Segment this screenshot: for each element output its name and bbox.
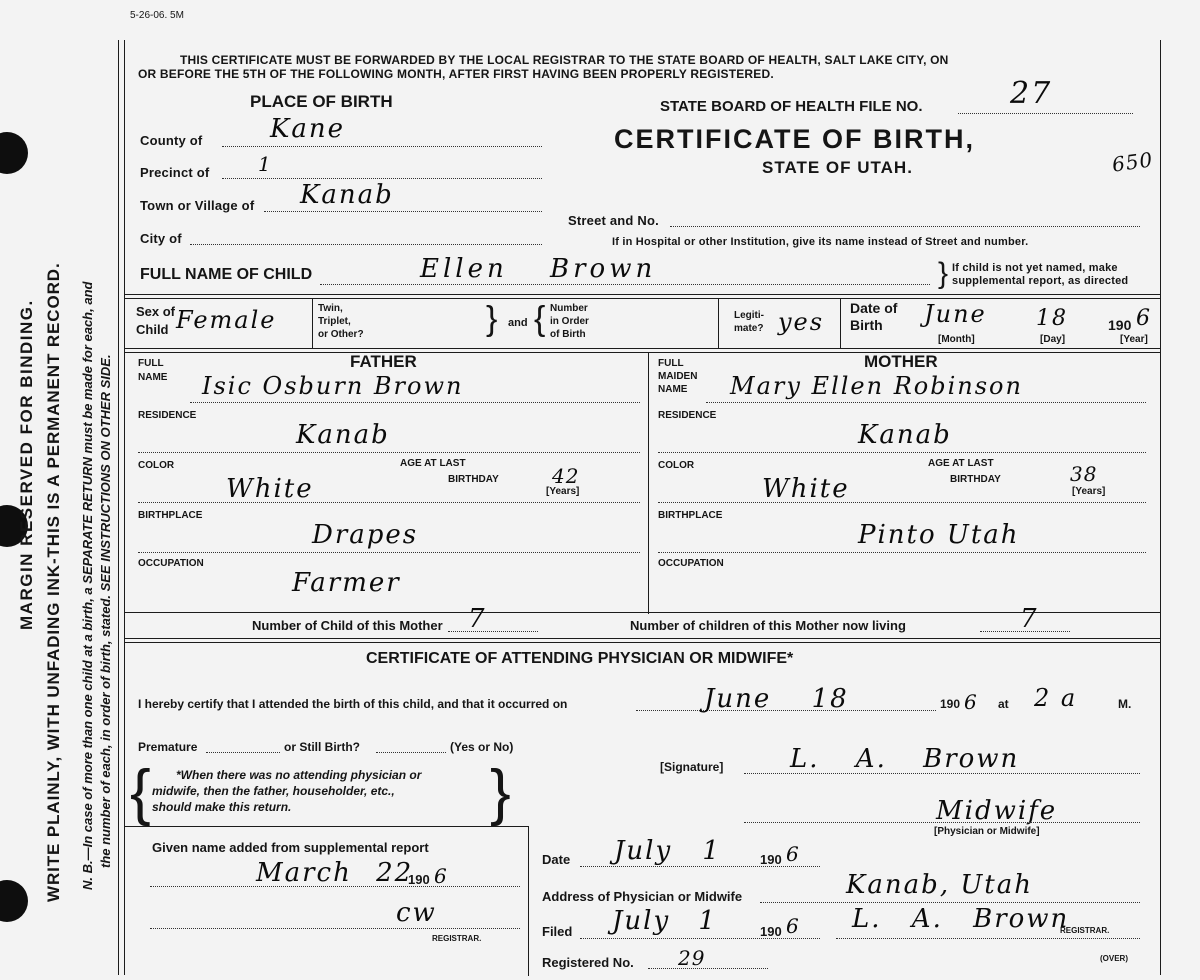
precinct-line: [222, 178, 542, 179]
right-border: [1160, 40, 1161, 975]
county-label: County of: [140, 133, 203, 148]
brace: }: [486, 300, 498, 338]
mother-age-label1: AGE AT LAST: [928, 458, 994, 469]
child-name-note1: If child is not yet named, make: [952, 262, 1118, 274]
over-label: (OVER): [1100, 954, 1128, 963]
town-label: Town or Village of: [140, 198, 255, 213]
file-no-label: STATE BOARD OF HEALTH FILE NO.: [660, 98, 923, 115]
order-label2: in Order: [550, 316, 589, 327]
birth-year-prefix: 190: [1108, 317, 1132, 333]
month-caption: Month: [941, 334, 972, 345]
registrar-signature: L. A. Brown: [852, 904, 1070, 934]
twin-label3: or Other?: [318, 329, 364, 340]
year-caption: Year: [1123, 334, 1145, 345]
mother-color-label: COLOR: [658, 460, 695, 471]
supplemental-initials: cw: [396, 898, 437, 928]
certify-text: I hereby certify that I attended the birth of this child, and that it occurred on: [138, 697, 568, 711]
brace: {: [130, 758, 151, 827]
file-no-line: [958, 113, 1133, 114]
children-living-value: 7: [1020, 604, 1039, 634]
day-caption: Day: [1043, 334, 1062, 345]
county-line: [222, 146, 542, 147]
father-color-value: White: [226, 474, 314, 504]
order-label1: Number: [550, 303, 588, 314]
father-residence-value: Kanab: [296, 420, 390, 450]
file-no-value: 27: [1010, 76, 1053, 111]
precinct-label: Precinct of: [140, 165, 210, 180]
supplemental-box-top: [124, 826, 528, 827]
divider: [124, 352, 1160, 353]
street-label: Street and No.: [568, 213, 659, 228]
filed-year-prefix: 190: [760, 924, 782, 939]
m-label: M.: [1118, 697, 1132, 711]
filed-label: Filed: [542, 924, 573, 939]
father-age-value: 42: [552, 464, 580, 488]
date-value: July 1: [614, 836, 721, 866]
father-full-label: FULL: [138, 358, 164, 369]
father-color-line: [138, 502, 640, 503]
occurred-year-prefix: 190: [940, 697, 961, 711]
premature-label: Premature: [138, 740, 198, 754]
child-name-value: Ellen Brown: [420, 254, 657, 284]
supplemental-date-line: [150, 886, 520, 887]
street-note: If in Hospital or other Institution, give its name instead of Street and number.: [612, 236, 1029, 248]
father-age-label2: BIRTHDAY: [448, 474, 499, 485]
address-value: Kanab, Utah: [846, 870, 1033, 900]
child-name-line: [320, 284, 930, 285]
certificate-title: CERTIFICATE OF BIRTH,: [614, 124, 975, 154]
supplemental-registrar-label: REGISTRAR.: [432, 934, 482, 943]
note-line3: should make this return.: [152, 800, 292, 814]
sex-value: Female: [176, 306, 277, 334]
role-caption: [Physician or Midwife]: [934, 826, 1040, 837]
mother-name-value: Mary Ellen Robinson: [730, 372, 1023, 400]
role-value: Midwife: [936, 796, 1058, 826]
father-heading: FATHER: [350, 352, 417, 371]
mother-full-label: FULL: [658, 358, 684, 369]
divider: [124, 298, 1160, 299]
occurred-value: June 18: [704, 684, 849, 714]
father-birthplace-value: Drapes: [312, 520, 419, 550]
mother-occupation-label: OCCUPATION: [658, 558, 724, 569]
sex-label1: Sex of: [136, 304, 176, 319]
still-birth-line: [376, 752, 446, 753]
mother-residence-value: Kanab: [858, 420, 952, 450]
date-label2: Birth: [850, 317, 883, 333]
and-label: and: [508, 317, 528, 329]
date-year-value: 6: [786, 842, 800, 866]
birth-year-value: 6: [1136, 306, 1152, 331]
physician-heading: CERTIFICATE OF ATTENDING PHYSICIAN OR MIDWIFE*: [366, 650, 794, 667]
child-number-value: 7: [468, 604, 487, 634]
father-occupation-label: OCCUPATION: [138, 558, 204, 569]
date-label1: Date of: [850, 300, 898, 316]
note-line1: *When there was no attending physician or: [176, 768, 422, 782]
at-label: at: [998, 697, 1009, 711]
child-number-line: [448, 631, 538, 632]
mother-heading: MOTHER: [864, 352, 938, 371]
divider: [124, 294, 1160, 295]
mother-years-caption: Years: [1075, 486, 1103, 497]
father-name-line: [190, 402, 640, 403]
father-occupation-value: Farmer: [292, 568, 401, 598]
children-living-label: Number of children of this Mother now living: [630, 618, 906, 633]
filed-line: [580, 938, 820, 939]
registered-label: Registered No.: [542, 955, 634, 970]
margin-binding-text: MARGIN RESERVED FOR BINDING.: [17, 299, 36, 630]
mother-age-value: 38: [1070, 462, 1098, 486]
registered-value: 29: [678, 946, 706, 970]
registrar-label: REGISTRAR.: [1060, 926, 1110, 935]
legit-value: yes: [778, 308, 825, 336]
mother-color-line: [658, 502, 1146, 503]
birth-certificate-page: MARGIN RESERVED FOR BINDING. WRITE PLAINLY, WITH UNFADING INK-THIS IS A PERMANENT RECORD. N. B.—In case of more than one child at a birth, a SEPARATE RETURN must be made for each, and the number of each, in order of birth, stated. SEE INSTRUCTIONS ON OTHER SIDE. 5-26-06. 5M THIS CERTIFICATE MUST BE FORWARDED BY THE LOCAL REGISTRAR TO THE STATE BOARD OF HEALTH, SALT LAKE CITY, ON OR BEFORE THE 5TH OF THE FOLLOWING MONTH, AFTER FIRST HAVING BEEN PROPERLY REGISTERED. PLACE OF BIRTH County of Kane Precinct of 1 Town or Village of Kanab City of STATE BOARD OF HEALTH FILE NO. 27 CERTIFICATE OF BIRTH, STATE OF UTAH. 650 Street and No. If in Hospital or other Institution, give its name instead of Street and number. FULL NAME OF CHILD Ellen Brown } If child is not yet named, make supplemental report, as directed Sex of Child Female Twin, Triplet, or Other? } and { Number in Order of Birth Legiti- mate? yes Date of Birth June 18 190 6 [Month] [Day] [Year] FATHER FULL NAME Isic Osburn Brown RESIDENCE Kanab COLOR AGE AT LAST BIRTHDAY White 42 [Years] BIRTHPLACE Drapes OCCUPATION Farmer MOTHER FULL MAIDEN NAME Mary Ellen Robinson RESIDENCE Kanab COLOR AGE AT LAST BIRTHDAY White 38 [Years] BIRTHPLACE Pinto Utah OCCUPATION Number of Child of this Mother 7 Number of children of this Mother now living 7 CERTIFICATE OF ATTENDING PHYSICIAN OR MIDWIFE* I hereby certify that I attended the birth of this child, and that it occurred on June 18 190 6 at 2 a M. Premature or Still Birth? (Yes or No) { *When there was no attending physician or midwife, then the father, householder, etc., should make this return. } [Signature] L. A. Brown Midwife [Physician or Midwife] Given name added from supplemental report March 22 190 6 cw REGISTRAR. Date July 1 190 6 Address of Physician or Midwife Kanab, Utah Filed July 1 190 6 L. A. Brown REGISTRAR. Registered No. 29 (OVER): [0, 0, 1200, 980]
child-name-note2: supplemental report, as directed: [952, 275, 1129, 287]
registered-line: [648, 968, 768, 969]
mother-age-label2: BIRTHDAY: [950, 474, 1001, 485]
premature-line: [206, 752, 280, 753]
order-label3: of Birth: [550, 329, 586, 340]
occurred-year-value: 6: [964, 690, 978, 714]
filed-year-value: 6: [786, 914, 800, 938]
father-residence-label: RESIDENCE: [138, 410, 197, 421]
supplemental-year-value: 6: [434, 864, 448, 888]
mother-residence-label: RESIDENCE: [658, 410, 717, 421]
address-label: Address of Physician or Midwife: [542, 889, 743, 904]
date-label: Date: [542, 852, 571, 867]
supplemental-year-prefix: 190: [408, 872, 430, 887]
town-line: [264, 211, 542, 212]
twin-label2: Triplet,: [318, 316, 351, 327]
state-name: STATE OF UTAH.: [762, 158, 913, 177]
birth-month-value: June: [924, 300, 987, 328]
form-code: 5-26-06. 5M: [130, 10, 184, 21]
child-number-label: Number of Child of this Mother: [252, 618, 443, 633]
mother-color-value: White: [762, 474, 850, 504]
margin-number: 650: [1110, 147, 1155, 177]
father-age-label1: AGE AT LAST: [400, 458, 466, 469]
twin-label1: Twin,: [318, 303, 343, 314]
signature-value: L. A. Brown: [790, 744, 1020, 774]
signature-label: [Signature]: [660, 760, 724, 774]
role-line: [744, 822, 1140, 823]
father-color-label: COLOR: [138, 460, 175, 471]
supplemental-date-value: March 22: [256, 858, 414, 888]
mother-name-label: NAME: [658, 384, 688, 395]
father-name-value: Isic Osburn Brown: [202, 372, 464, 400]
divider: [124, 638, 1160, 639]
yes-no-label: (Yes or No): [450, 740, 514, 754]
left-border: [118, 40, 119, 975]
city-label: City of: [140, 231, 182, 246]
top-notice-line1: THIS CERTIFICATE MUST BE FORWARDED BY THE LOCAL REGISTRAR TO THE STATE BOARD OF HEALTH, SALT LAKE CITY, ON: [180, 53, 949, 67]
brace: }: [938, 257, 949, 290]
margin-ink-text: WRITE PLAINLY, WITH UNFADING INK-THIS IS A PERMANENT RECORD.: [44, 262, 63, 902]
mother-maiden-label: MAIDEN: [658, 371, 698, 382]
registrar-line: [836, 938, 1140, 939]
birth-day-value: 18: [1036, 306, 1068, 331]
father-birthplace-line: [138, 552, 640, 553]
punch-hole: [0, 880, 28, 922]
parents-divider: [648, 352, 649, 614]
father-years-caption: Years: [549, 486, 577, 497]
county-value: Kane: [270, 114, 346, 144]
divider: [124, 348, 1160, 349]
child-name-label: FULL NAME OF CHILD: [140, 266, 313, 283]
brace: {: [534, 300, 546, 338]
mother-birthplace-label: BIRTHPLACE: [658, 510, 723, 521]
city-line: [190, 244, 542, 245]
margin-note-line1: N. B.—In case of more than one child at a birth, a SEPARATE RETURN must be made for each, and: [80, 281, 95, 890]
father-birthplace-label: BIRTHPLACE: [138, 510, 203, 521]
place-of-birth-heading: PLACE OF BIRTH: [250, 92, 393, 111]
supplemental-box-right: [528, 826, 529, 976]
divider: [718, 298, 719, 348]
divider: [840, 298, 841, 348]
mother-birthplace-value: Pinto Utah: [858, 520, 1020, 550]
street-line: [670, 226, 1140, 227]
mother-residence-line: [658, 452, 1146, 453]
mother-birthplace-line: [658, 552, 1146, 553]
punch-hole: [0, 132, 28, 174]
divider: [312, 298, 313, 348]
time-value: 2 a: [1034, 684, 1078, 712]
father-name-label: NAME: [138, 372, 168, 383]
date-line: [580, 866, 820, 867]
left-border-inner: [124, 40, 125, 975]
address-line: [760, 902, 1140, 903]
still-birth-label: or Still Birth?: [284, 740, 360, 754]
top-notice-line2: OR BEFORE THE 5TH OF THE FOLLOWING MONTH, AFTER FIRST HAVING BEEN PROPERLY REGISTERED.: [138, 67, 774, 81]
town-value: Kanab: [300, 180, 394, 210]
filed-value: July 1: [612, 906, 717, 936]
sex-label2: Child: [136, 322, 169, 337]
divider: [124, 612, 1160, 613]
supplemental-label: Given name added from supplemental report: [152, 840, 429, 855]
mother-name-line: [706, 402, 1146, 403]
date-year-prefix: 190: [760, 852, 782, 867]
legit-label2: mate?: [734, 323, 764, 334]
margin-note-line2: the number of each, in order of birth, stated. SEE INSTRUCTIONS ON OTHER SIDE.: [98, 354, 113, 868]
supplemental-registrar-line: [150, 928, 520, 929]
divider: [124, 642, 1160, 643]
precinct-value: 1: [258, 152, 272, 176]
legit-label1: Legiti-: [734, 310, 764, 321]
brace: }: [490, 758, 511, 827]
note-line2: midwife, then the father, householder, etc.,: [152, 784, 395, 798]
father-residence-line: [138, 452, 640, 453]
